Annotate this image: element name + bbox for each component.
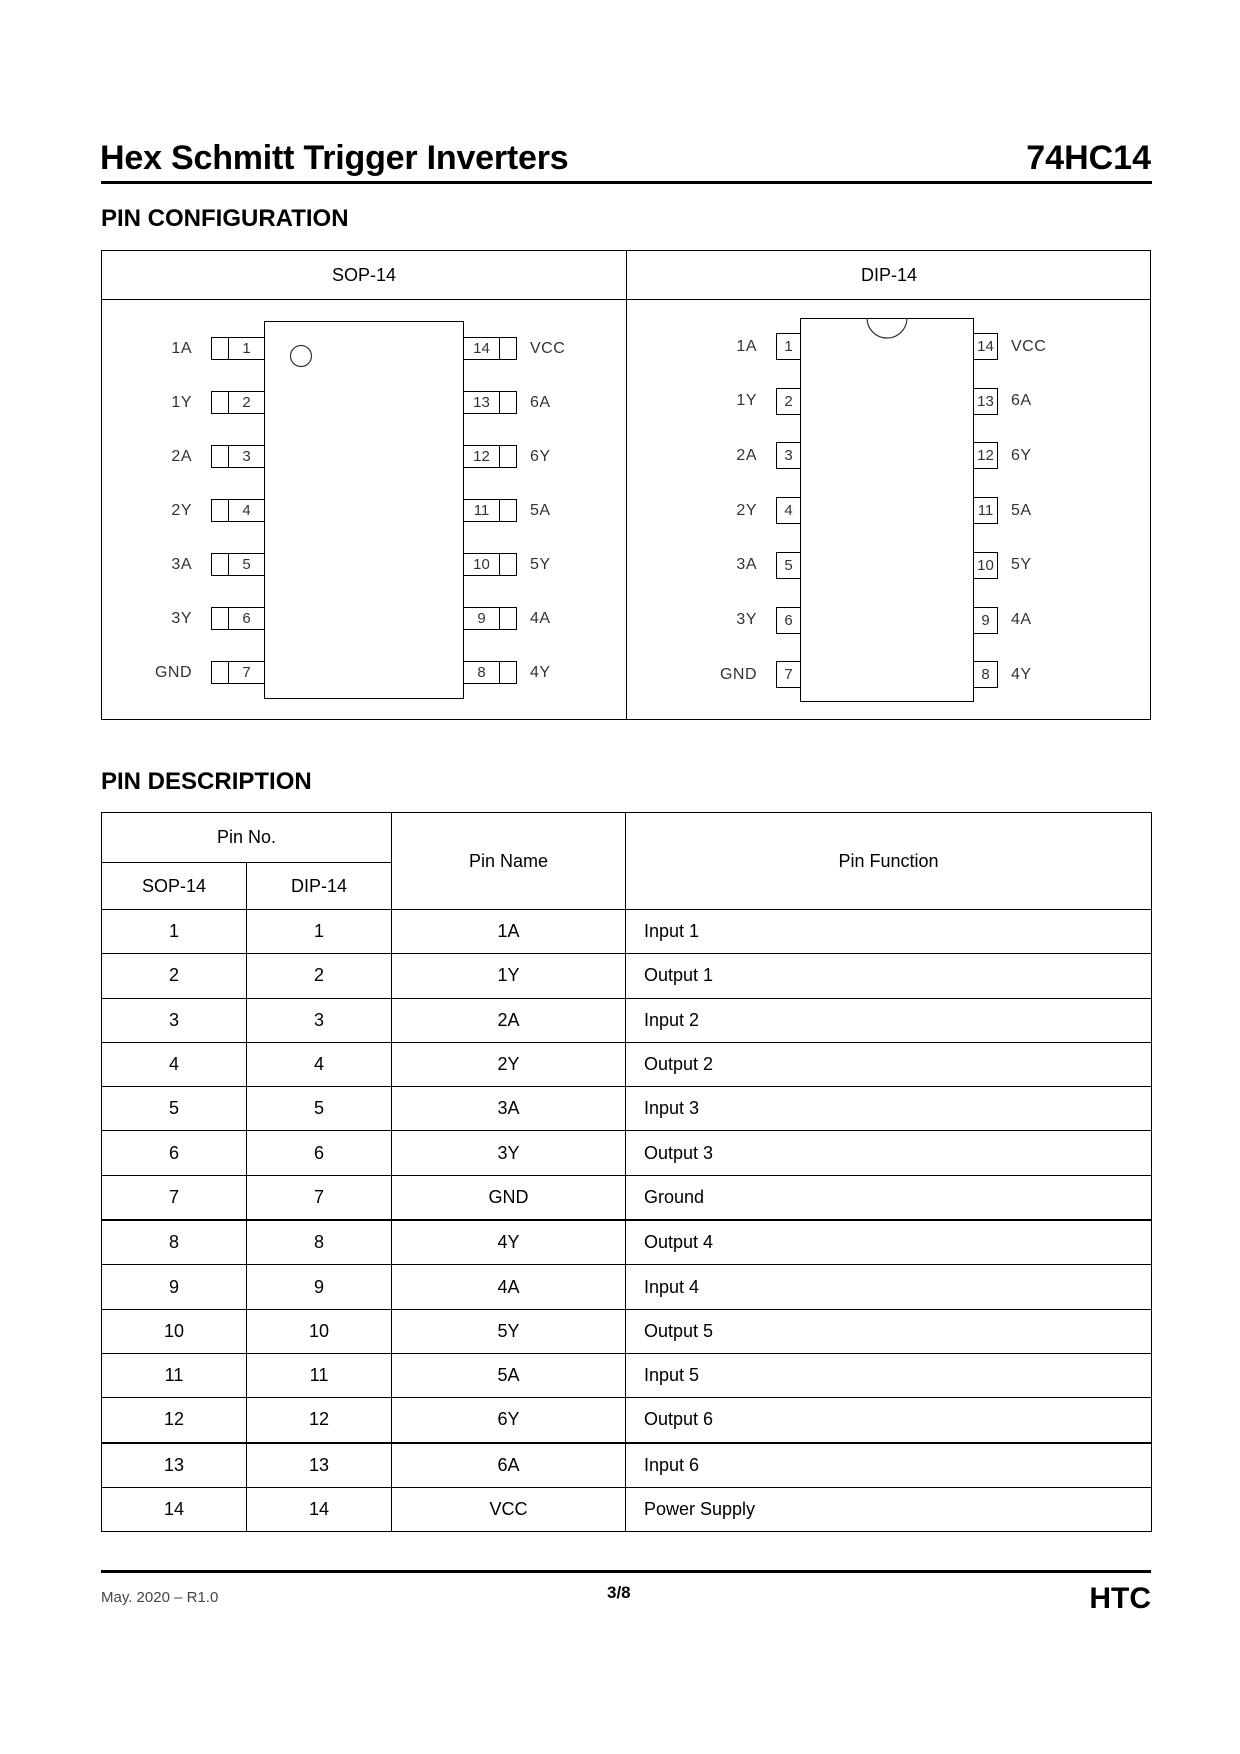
pin-7-box [776, 661, 801, 688]
table-row [102, 1353, 1152, 1397]
pin-number: 8 [981, 666, 990, 684]
pin-12-label: 6Y [1011, 446, 1032, 464]
pin-number: 9 [477, 610, 486, 627]
header-pin-function: Pin Function [626, 813, 1152, 910]
table-row [102, 1087, 1152, 1131]
pin-name-cell: 4Y [392, 1220, 626, 1265]
pin1-marker-icon [289, 344, 313, 368]
pin-7-label: GND [154, 663, 192, 681]
pin-10-box [973, 552, 998, 579]
pin-lead [212, 392, 229, 413]
pin-number: 3 [784, 447, 793, 465]
pin-12-box [973, 442, 998, 469]
pin-number: 2 [242, 394, 251, 411]
pin-3-label: 2A [171, 447, 192, 465]
pin-2-label: 1Y [171, 393, 192, 411]
pin-12-label: 6Y [530, 447, 551, 465]
pin-number: 11 [977, 502, 994, 520]
sop-pin-cell: 9 [102, 1265, 247, 1309]
pin-name-cell: 4A [392, 1265, 626, 1309]
notch-icon [865, 318, 909, 342]
dip-pin-cell: 8 [247, 1220, 392, 1265]
dip-pin-cell: 13 [247, 1443, 392, 1488]
pin-lead [499, 662, 516, 683]
table-row [102, 954, 1152, 998]
pin-11-label: 5A [1011, 501, 1032, 519]
pin-number: 9 [981, 611, 990, 629]
pin-number: 10 [473, 556, 490, 573]
pin-lead [499, 446, 516, 467]
pin-number: 3 [242, 448, 251, 465]
pin-description-table [101, 812, 1152, 1532]
pin-11-label: 5A [530, 501, 551, 519]
pin-lead [212, 662, 229, 683]
pin-lead [499, 554, 516, 575]
pin-name-cell: 2Y [392, 1042, 626, 1086]
dip-pin-cell: 1 [247, 910, 392, 954]
pin-10-label: 5Y [1011, 556, 1032, 574]
pin-11-box [463, 499, 517, 522]
pin-function-cell: Input 1 [626, 910, 1152, 954]
pin-name-cell: 6Y [392, 1398, 626, 1443]
table-row [102, 1175, 1152, 1220]
pin-7-label: GND [719, 665, 757, 683]
table-row [102, 998, 1152, 1042]
sop-pin-cell: 3 [102, 998, 247, 1042]
pin-lead [212, 554, 229, 575]
pin-lead [212, 446, 229, 467]
pin-13-label: 6A [530, 393, 551, 411]
sop-pin-cell: 12 [102, 1398, 247, 1443]
pin-4-label: 2Y [736, 501, 757, 519]
pin-8-label: 4Y [530, 663, 551, 681]
pin-number: 8 [477, 664, 486, 681]
pin-number: 13 [473, 394, 490, 411]
sop-pin-cell: 1 [102, 910, 247, 954]
pin-number: 6 [242, 610, 251, 627]
package-divider [626, 251, 627, 719]
pin-name-cell: 1Y [392, 954, 626, 998]
pin-function-cell: Output 5 [626, 1309, 1152, 1353]
dip-pin-cell: 11 [247, 1353, 392, 1397]
pin-2-label: 1Y [736, 392, 757, 410]
pin-number: 4 [242, 502, 251, 519]
pin-number: 6 [784, 611, 793, 629]
header-pin-no: Pin No. [102, 813, 392, 863]
pin-lead [499, 500, 516, 521]
sop-pin-cell: 2 [102, 954, 247, 998]
pin-3-box [776, 442, 801, 469]
dip14-ic-body [800, 318, 974, 702]
pin-name-cell: 1A [392, 910, 626, 954]
pin-configuration-frame [101, 250, 1151, 720]
pin-function-cell: Output 6 [626, 1398, 1152, 1443]
header-dip14: DIP-14 [247, 863, 392, 910]
pin-function-cell: Output 4 [626, 1220, 1152, 1265]
dip-pin-cell: 2 [247, 954, 392, 998]
pin-lead [499, 608, 516, 629]
pin-lead [212, 500, 229, 521]
pin-1-box [211, 337, 265, 360]
header-sop14: SOP-14 [102, 863, 247, 910]
pin-function-cell: Output 3 [626, 1131, 1152, 1175]
pin-10-box [463, 553, 517, 576]
pin-name-cell: 6A [392, 1443, 626, 1488]
pin-13-box [973, 388, 998, 415]
dip-pin-cell: 9 [247, 1265, 392, 1309]
sop-package-header [102, 251, 626, 300]
pin-number: 11 [473, 502, 490, 519]
pin-11-box [973, 497, 998, 524]
pin-number: 1 [784, 338, 793, 355]
pin-7-box [211, 661, 265, 684]
pin-4-box [211, 499, 265, 522]
pin-14-label: VCC [530, 339, 566, 357]
pin-6-label: 3Y [171, 609, 192, 627]
table-row [102, 910, 1152, 954]
pin-name-cell: GND [392, 1175, 626, 1220]
pin-number: 5 [242, 556, 251, 573]
pin-number: 5 [784, 556, 793, 574]
pin-14-box [973, 333, 998, 360]
pin-function-cell: Output 2 [626, 1042, 1152, 1086]
pin-5-box [776, 552, 801, 579]
pin-5-label: 3A [171, 555, 192, 573]
pin-4-label: 2Y [171, 501, 192, 519]
footer-date-revision: May. 2020 – R1.0 [101, 1589, 219, 1606]
pin-3-label: 2A [736, 446, 757, 464]
brand-logo-text: HTC [1089, 1582, 1151, 1615]
sop-pin-cell: 14 [102, 1487, 247, 1531]
pin-14-box [463, 337, 517, 360]
pin-2-box [776, 388, 801, 415]
part-number: 74HC14 [1026, 139, 1151, 177]
pin-6-label: 3Y [736, 611, 757, 628]
sop-pin-cell: 8 [102, 1220, 247, 1265]
pin-5-label: 3A [736, 556, 757, 574]
pin-8-label: 4Y [1011, 665, 1032, 683]
pin-name-cell: 2A [392, 998, 626, 1042]
sop-pin-cell: 13 [102, 1443, 247, 1488]
dip-package-header [627, 251, 1151, 300]
pin-number: 12 [977, 447, 994, 465]
dip-pin-cell: 7 [247, 1175, 392, 1220]
pin-6-box [776, 607, 801, 634]
pin-1-label: 1A [736, 337, 757, 355]
pin-function-cell: Ground [626, 1175, 1152, 1220]
sop14-ic-body [264, 321, 464, 699]
pin-1-box [776, 333, 801, 360]
pin-number: 12 [473, 448, 490, 465]
pin-6-box [211, 607, 265, 630]
pin-function-cell: Input 4 [626, 1265, 1152, 1309]
sop-pin-cell: 11 [102, 1353, 247, 1397]
pin-configuration-heading: PIN CONFIGURATION [101, 205, 349, 232]
pin-description-heading: PIN DESCRIPTION [101, 768, 312, 795]
pin-10-label: 5Y [530, 555, 551, 573]
sop-pin-cell: 6 [102, 1131, 247, 1175]
dip-pin-cell: 14 [247, 1487, 392, 1531]
pin-function-cell: Input 6 [626, 1443, 1152, 1488]
pin-4-box [776, 497, 801, 524]
dip-pin-cell: 12 [247, 1398, 392, 1443]
header-pin-name: Pin Name [392, 813, 626, 910]
pin-number: 4 [784, 502, 793, 520]
table-row [102, 1443, 1152, 1488]
pin-13-box [463, 391, 517, 414]
pin-3-box [211, 445, 265, 468]
dip-pin-cell: 3 [247, 998, 392, 1042]
pin-number: 7 [784, 666, 793, 684]
table-row [102, 1042, 1152, 1086]
pin-function-cell: Power Supply [626, 1487, 1152, 1531]
dip-pin-cell: 6 [247, 1131, 392, 1175]
pin-number: 2 [784, 392, 793, 410]
page-number: 3/8 [607, 1583, 631, 1602]
pin-5-box [211, 553, 265, 576]
table-row [102, 1309, 1152, 1353]
table-row [102, 1398, 1152, 1443]
pin-function-cell: Input 5 [626, 1353, 1152, 1397]
pin-function-cell: Output 1 [626, 954, 1152, 998]
sop-pin-cell: 4 [102, 1042, 247, 1086]
title-divider [101, 181, 1152, 184]
pin-number: 14 [473, 340, 490, 357]
pin-number: 7 [242, 664, 251, 681]
pin-9-label: 4A [530, 609, 551, 627]
pin-12-box [463, 445, 517, 468]
pin-function-cell: Input 2 [626, 998, 1152, 1042]
pin-number: 1 [242, 340, 251, 357]
pin-name-cell: 3A [392, 1087, 626, 1131]
pin-name-cell: 5A [392, 1353, 626, 1397]
pin-8-box [463, 661, 517, 684]
dip-pin-cell: 4 [247, 1042, 392, 1086]
pin-lead [212, 338, 229, 359]
pin-9-box [463, 607, 517, 630]
pin-14-label: VCC [1011, 337, 1047, 355]
pin-name-cell: VCC [392, 1487, 626, 1531]
pin-name-cell: 5Y [392, 1309, 626, 1353]
sop-package-name: SOP-14 [331, 264, 397, 285]
sop-pin-cell: 7 [102, 1175, 247, 1220]
footer-divider [101, 1570, 1151, 1573]
table-row [102, 1131, 1152, 1175]
dip-pin-cell: 10 [247, 1309, 392, 1353]
pin-lead [212, 608, 229, 629]
table-row [102, 1487, 1152, 1531]
dip-pin-cell: 5 [247, 1087, 392, 1131]
pin-9-label: 4A [1011, 611, 1032, 628]
dip-package-name: DIP-14 [860, 264, 918, 285]
pin-number: 10 [977, 556, 994, 574]
pin-number: 13 [977, 392, 994, 410]
pin-number: 14 [977, 338, 994, 355]
pin-8-box [973, 661, 998, 688]
pin-lead [499, 338, 516, 359]
pin-2-box [211, 391, 265, 414]
pin-lead [499, 392, 516, 413]
sop-pin-cell: 10 [102, 1309, 247, 1353]
pin-name-cell: 3Y [392, 1131, 626, 1175]
pin-9-box [973, 607, 998, 634]
table-row [102, 1265, 1152, 1309]
document-title: Hex Schmitt Trigger Inverters [100, 139, 569, 177]
sop-pin-cell: 5 [102, 1087, 247, 1131]
pin-function-cell: Input 3 [626, 1087, 1152, 1131]
pin-1-label: 1A [171, 339, 192, 357]
table-row [102, 1220, 1152, 1265]
pin-13-label: 6A [1011, 392, 1032, 410]
